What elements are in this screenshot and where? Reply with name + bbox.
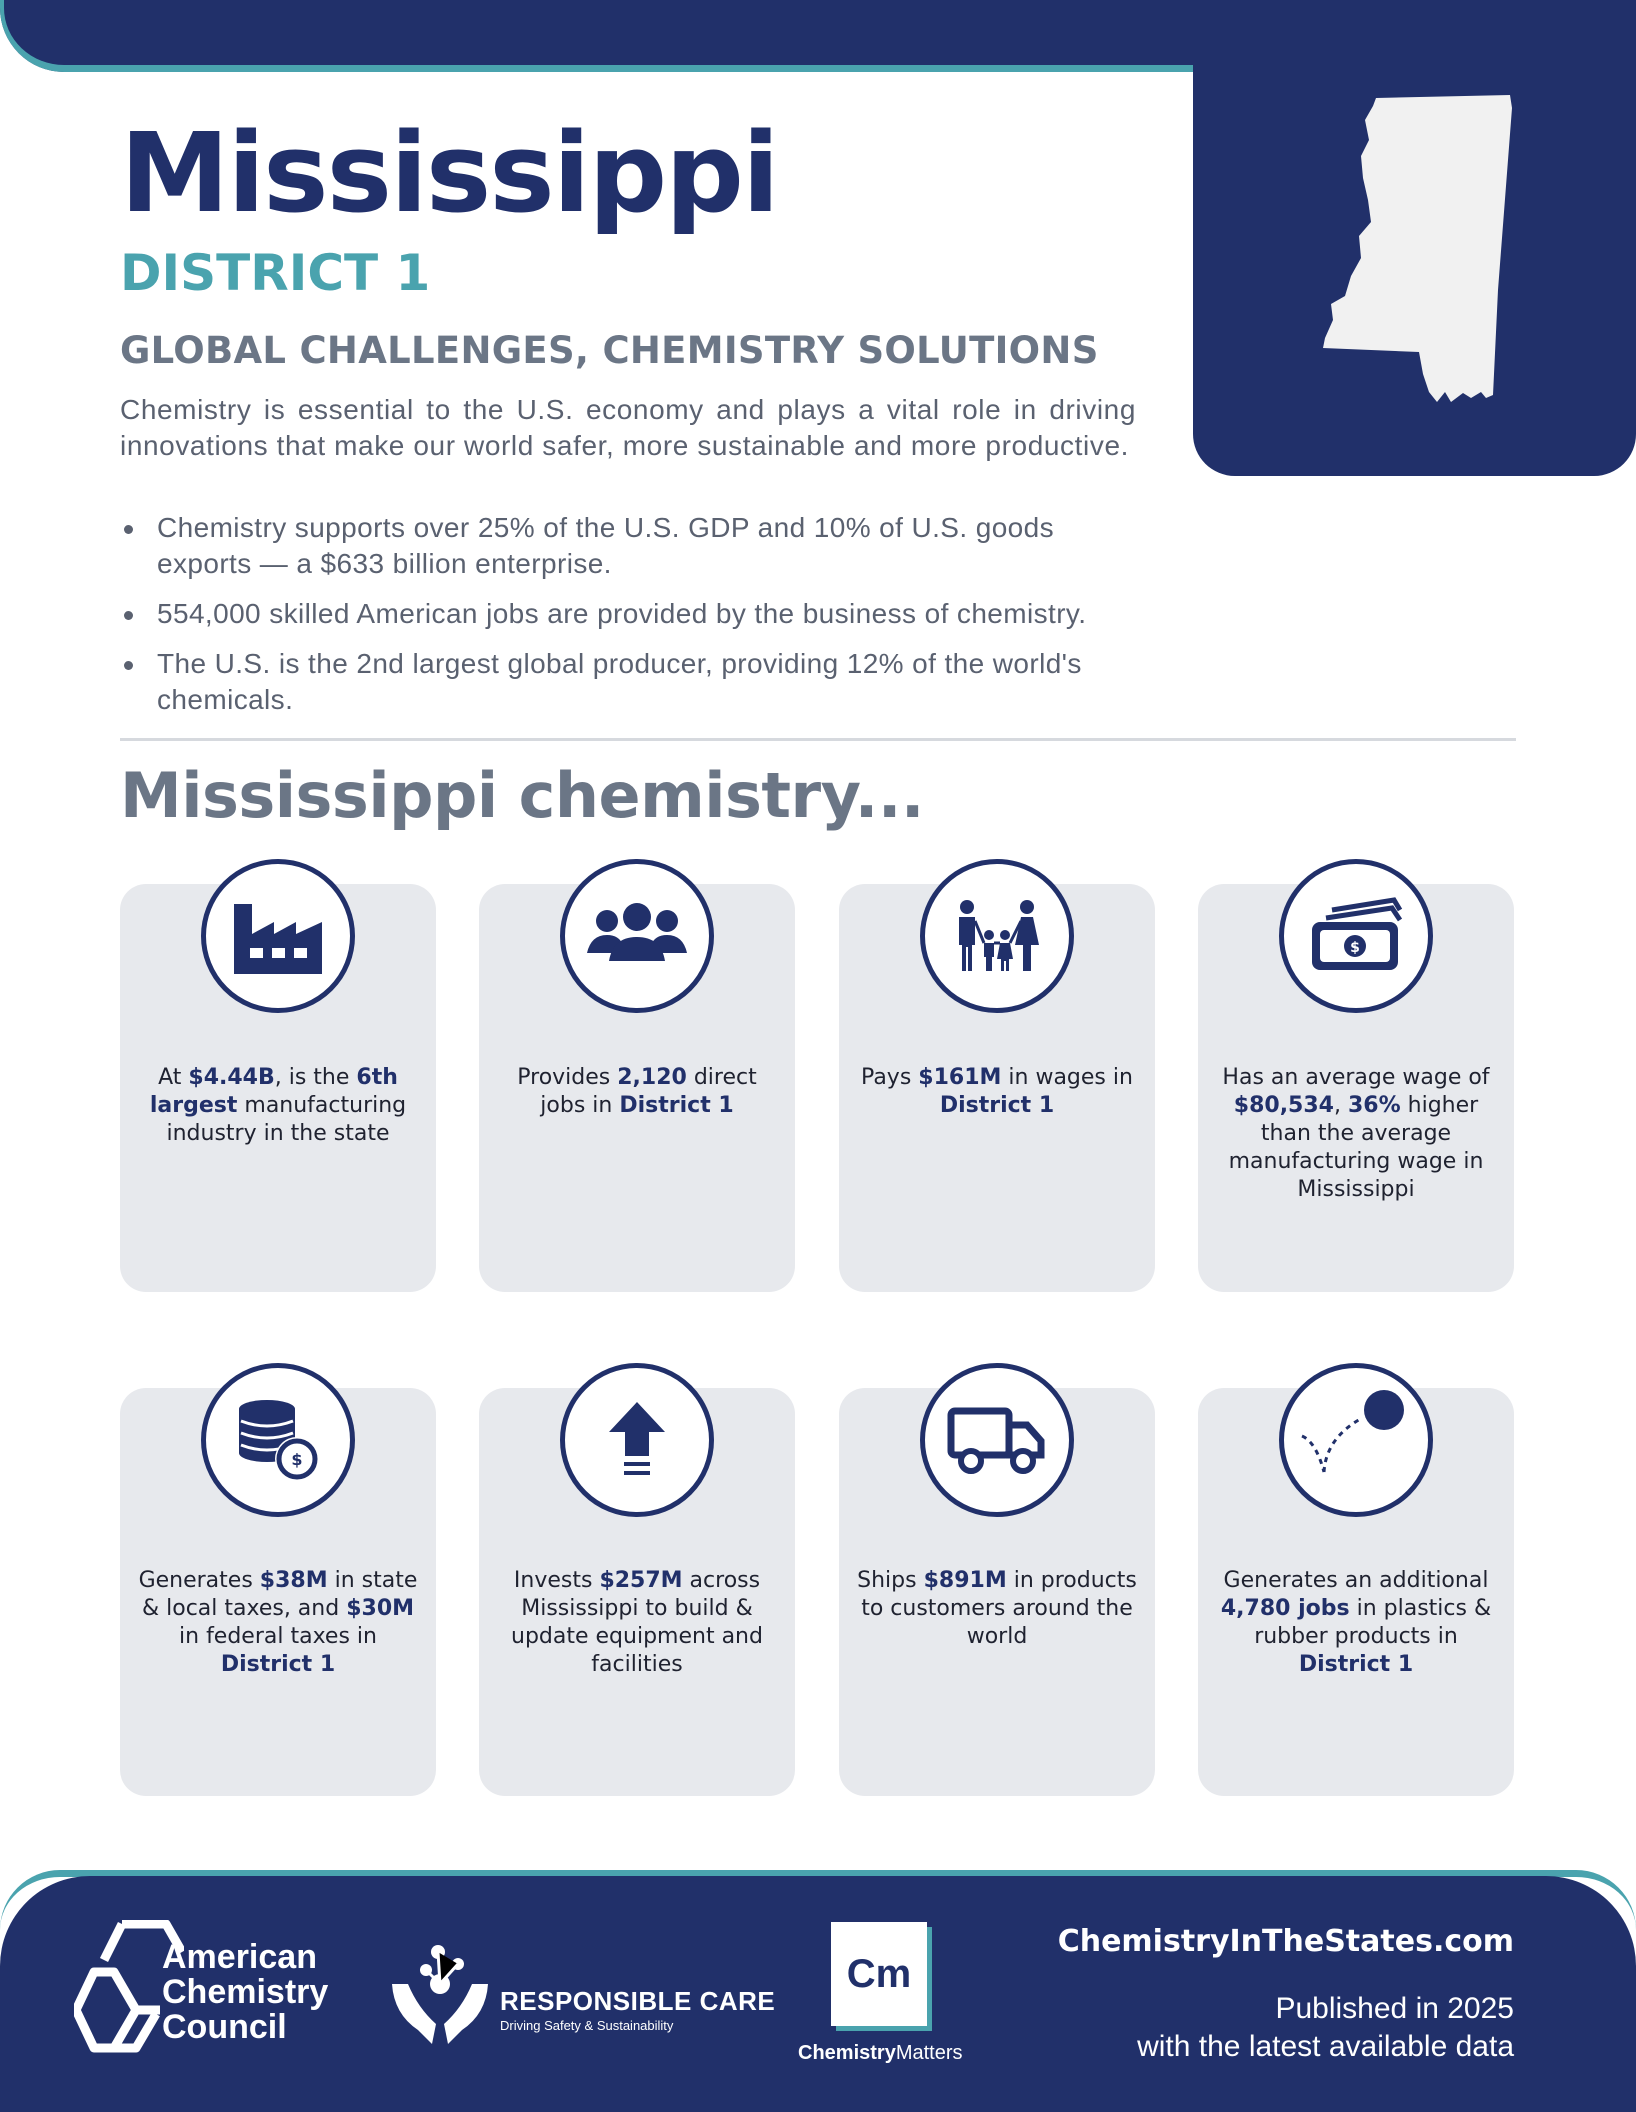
section-title: Mississippi chemistry... <box>120 759 924 832</box>
district-label: DISTRICT 1 <box>120 244 431 302</box>
stat-text: Ships $891M in products to customers around the world <box>857 1568 1137 1649</box>
money-icon <box>1279 859 1433 1013</box>
chemistry-matters-caption: ChemistryMatters <box>798 2042 963 2064</box>
acc-logo-text: American Chemistry Council <box>162 1938 329 2046</box>
family-icon <box>920 859 1074 1013</box>
stat-text: Provides 2,120 direct jobs in District 1 <box>517 1065 757 1118</box>
people-group-icon <box>560 859 714 1013</box>
factory-icon <box>201 859 355 1013</box>
fact-item: The U.S. is the 2nd largest global producer, providing 12% of the world's chemicals. <box>120 646 1150 718</box>
responsible-care-tagline: Driving Safety & Sustainability <box>500 2018 674 2033</box>
svg-text:$: $ <box>291 1450 303 1469</box>
header-accent-line <box>0 0 1200 72</box>
stat-text: Generates an additional 4,780 jobs in plastics & rubber products in District 1 <box>1220 1568 1492 1677</box>
state-map-panel <box>1193 0 1636 476</box>
truck-icon <box>920 1363 1074 1517</box>
responsible-care-title: RESPONSIBLE CARE <box>500 1986 776 2016</box>
responsible-care-hands-icon <box>388 1944 492 2048</box>
coins-icon <box>201 1363 355 1517</box>
stat-text: Pays $161M in wages in District 1 <box>861 1065 1133 1118</box>
subheading: GLOBAL CHALLENGES, CHEMISTRY SOLUTIONS <box>120 329 1099 372</box>
chemistry-matters-logo: Cm <box>831 1922 927 2026</box>
fact-item: 554,000 skilled American jobs are provided by the business of chemistry. <box>120 596 1150 632</box>
published-note: Published in 2025 with the latest available data <box>1137 1992 1514 2063</box>
mississippi-map-icon <box>1193 0 1636 476</box>
intro-paragraph: Chemistry is essential to the U.S. economy and plays a vital role in driving innovations that make our world safer, more sustainable and more productive. <box>120 394 1136 461</box>
bounce-ball-icon <box>1279 1363 1433 1517</box>
stat-text: Generates $38M in state & local taxes, and $30M in federal taxes in District 1 <box>138 1568 418 1677</box>
section-divider <box>120 738 1516 741</box>
arrow-up-icon <box>560 1363 714 1517</box>
fact-item: Chemistry supports over 25% of the U.S. GDP and 10% of U.S. goods exports — a $633 billion enterprise. <box>120 510 1150 582</box>
svg-text:$: $ <box>1350 940 1360 956</box>
page-title: Mississippi <box>120 109 778 237</box>
website-link[interactable]: ChemistryInTheStates.com <box>1057 1924 1514 1959</box>
stat-text: Has an average wage of $80,534, 36% higher than the average manufacturing wage in Mississippi <box>1222 1065 1490 1202</box>
stat-text: Invests $257M across Mississippi to build & update equipment and facilities <box>511 1568 763 1677</box>
stat-text: At $4.44B, is the 6th largest manufacturing industry in the state <box>149 1065 407 1146</box>
fact-list <box>120 510 1150 732</box>
